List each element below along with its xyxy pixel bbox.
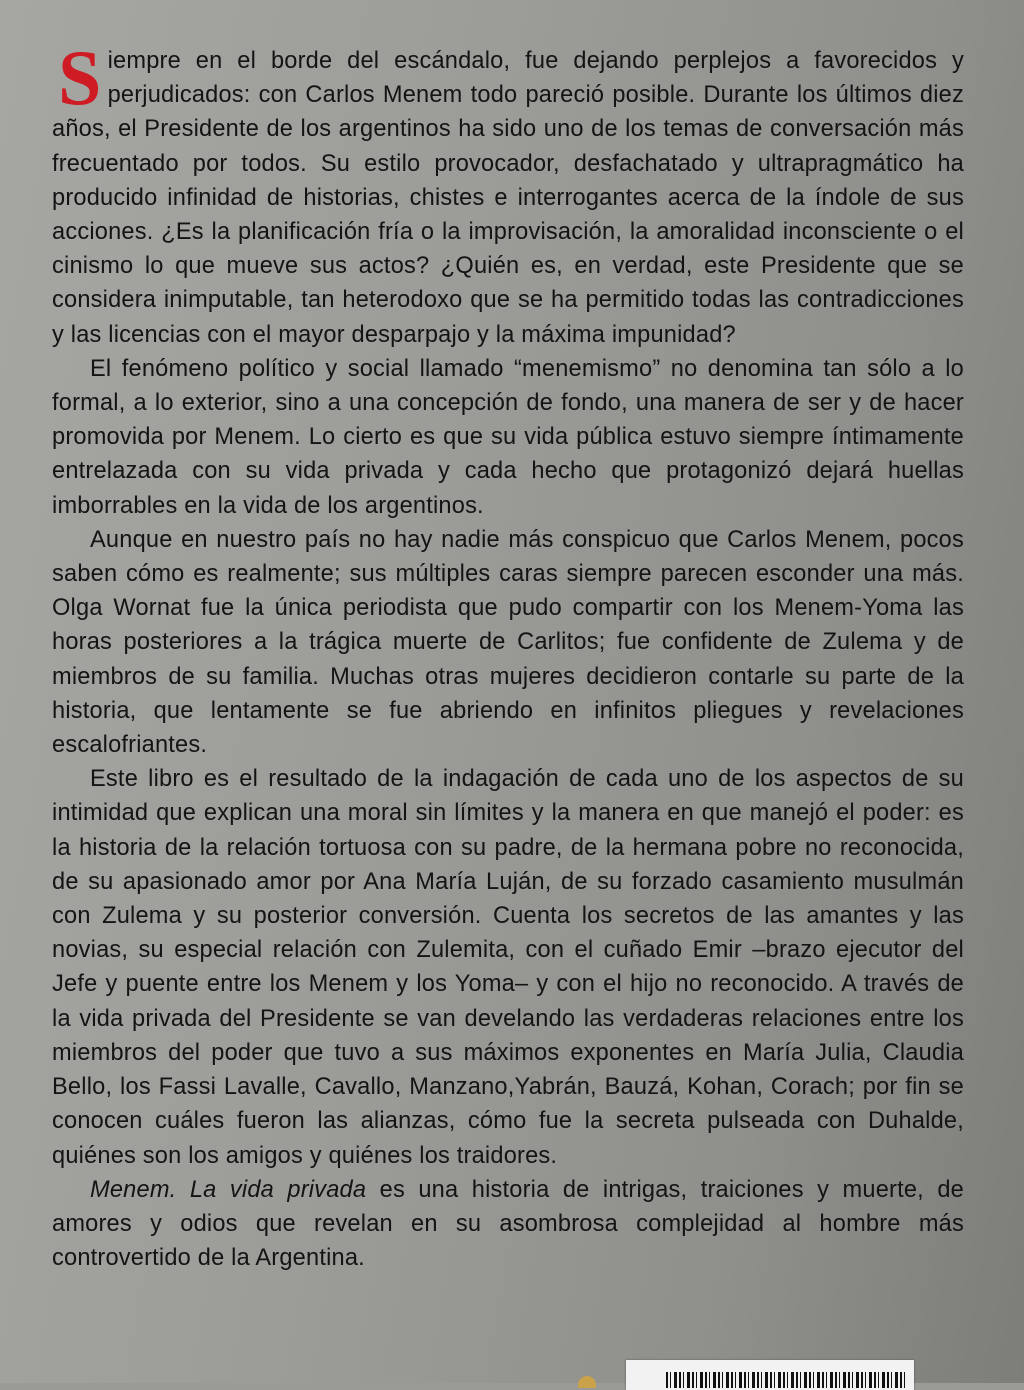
barcode-icon: [666, 1372, 906, 1388]
barcode-sticker: [626, 1360, 914, 1390]
publisher-logo-mark: [578, 1376, 596, 1388]
blurb-text: [52, 34, 964, 1275]
paragraph-1: [52, 34, 964, 352]
paragraph-1-text: iempre en el borde del escándalo, fue dejando perplejos a favorecidos y perjudicados: con Carlos Menem todo pareció posible. Durante los últimos diez años, el Presidente de los argentinos ha sido uno de los temas de conversación más frecuentado por todos. Su estilo provocador, desfachatado y ultrapragmático ha producido infinidad de historias, chistes e interrogantes acerca de la índole de sus acciones. ¿Es la planificación fría o la improvisación, la amoralidad inconsciente o el cinismo lo que mueve sus actos? ¿Quién es, en verdad, este Presidente que se considera inimputable, tan heterodoxo que se ha permitido todas las contradicciones y las licencias con el mayor desparpajo y la máxima impunidad?: [52, 48, 964, 348]
paragraph-3: Aunque en nuestro país no hay nadie más conspicuo que Carlos Menem, pocos saben cómo es realmente; sus múltiples caras siempre parecen esconder una más. Olga Wornat fue la única periodista que pudo compartir con los Menem-Yoma las horas posteriores a la trágica muerte de Carlitos; fue confidente de Zulema y de miembros de su familia. Muchas otras mujeres decidieron contarle su parte de la historia, que lentamente se fue abriendo en infinitos pliegues y revelaciones escalofriantes.: [52, 526, 964, 759]
paragraph-5: [52, 1173, 964, 1276]
paragraph-4: Este libro es el resultado de la indagación de cada uno de los aspectos de su intimidad que explican una moral sin límites y la manera en que manejó el poder: es la historia de la relación tortuosa con su padre, de la hermana pobre no reconocida, de su apasionado amor por Ana María Luján, de su forzado casamiento musulmán con Zulema y su posterior conversión. Cuenta los secretos de las amantes y las novias, su especial relación con Zulemita, con el cuñado Emir –brazo ejecutor del Jefe y puente entre los Menem y los Yoma– y con el hijo no reconocido. A través de la vida privada del Presidente se van develando las verdaderas relaciones entre los miembros del poder que tuvo a sus máximos exponentes en María Julia, Claudia Bello, los Fassi Lavalle, Cavallo, Manzano,Yabrán, Bauzá, Kohan, Corach; por fin se conocen cuáles fueron las alianzas, cómo fue la secreta pulseada con Duhalde, quiénes son los amigos y quiénes los traidores.: [52, 766, 964, 1169]
book-title-italic: Menem. La vida privada: [90, 1176, 367, 1203]
paragraph-2: El fenómeno político y social llamado “menemismo” no denomina tan sólo a lo formal, a lo exterior, sino a una concepción de fondo, una manera de ser y de hacer promovida por Menem. Lo cierto es que su vida pública estuvo siempre íntimamente entrelazada con su vida privada y cada hecho que protagonizó dejará huellas imborrables en la vida de los argentinos.: [52, 355, 964, 519]
paragraph-5-text: es una historia de intrigas, traiciones y muerte, de amores y odios que revelan en su asombrosa complejidad al hombre más controvertido de la Argentina.: [52, 1176, 964, 1272]
drop-cap-letter: S: [58, 34, 102, 121]
